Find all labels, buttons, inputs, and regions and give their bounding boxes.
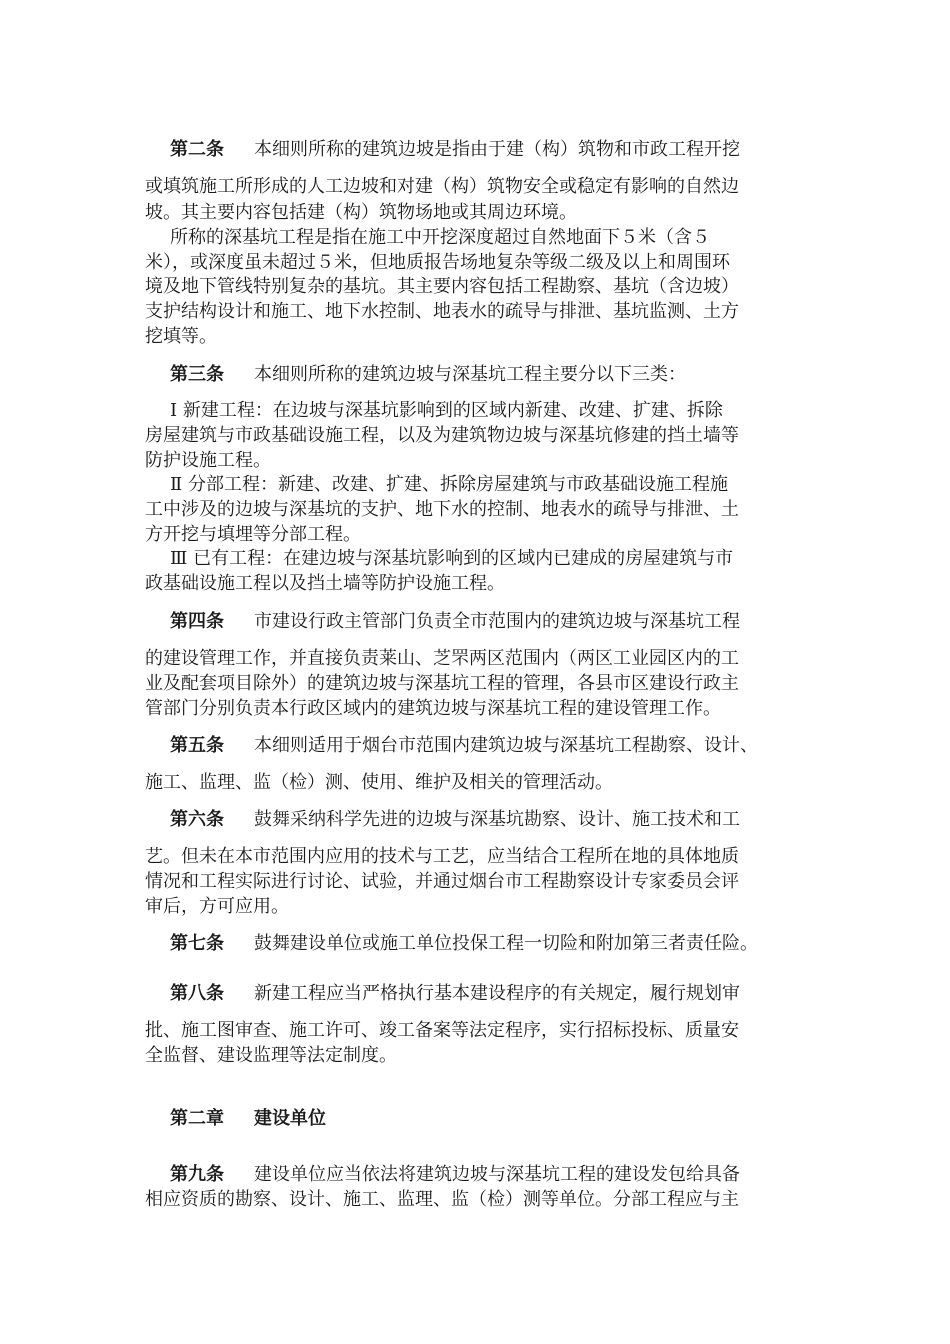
article-text: 鼓舞采纳科学先进的边坡与深基坑勘察、设计、施工技术和工	[254, 809, 740, 830]
article-2-line-1	[170, 139, 740, 161]
article-6-line-3: 情况和工程实际进行讨论、试验，并通过烟台市工程勘察设计专家委员会评	[145, 871, 739, 892]
article-8-line-2: 批、施工图审查、施工许可、竣工备案等法定程序，实行招标投标、质量安	[145, 1020, 739, 1041]
article-4-line-2: 的建设管理工作，并直接负责莱山、芝罘两区范围内（两区工业园区内的工	[145, 648, 739, 669]
article-text: 本细则所称的建筑边坡是指由于建（构）筑物和市政工程开挖	[254, 139, 740, 160]
article-2-line-5: 米），或深度虽未超过５米，但地质报告场地复杂等级二级及以上和周围环	[145, 252, 730, 273]
article-7-line-1	[170, 933, 758, 955]
article-heading: 第二条	[170, 139, 224, 160]
article-5-line-1	[170, 735, 758, 757]
article-4-line-4: 管部门分别负责本行政区域内的建筑边坡与深基坑工程的建设管理工作。	[145, 698, 721, 719]
category-2-line-2: 工中涉及的边坡与深基坑的支护、地下水的控制、地表水的疏导与排泄、土	[145, 499, 739, 520]
article-text: 市建设行政主管部门负责全市范围内的建筑边坡与深基坑工程	[254, 611, 740, 632]
category-3-line-1: Ⅲ 已有工程：在建边坡与深基坑影响到的区域内已建成的房屋建筑与市	[170, 548, 734, 569]
chapter-heading	[170, 1108, 326, 1130]
chapter-title: 建设单位	[254, 1108, 326, 1129]
article-2-line-4: 所称的深基坑工程是指在施工中开挖深度超过自然地面下５米（含５	[170, 227, 710, 248]
category-1-line-3: 防护设施工程。	[145, 450, 271, 471]
chapter-number: 第二章	[170, 1108, 224, 1129]
article-9-line-2: 相应资质的勘察、设计、施工、监理、监（检）测等单位。分部工程应与主	[145, 1189, 739, 1210]
category-2-line-3: 方开挖与填埋等分部工程。	[145, 524, 361, 545]
article-4-line-1	[170, 611, 740, 633]
article-6-line-1	[170, 809, 740, 831]
article-8-line-1	[170, 983, 740, 1005]
article-text: 建设单位应当依法将建筑边坡与深基坑工程的建设发包给具备	[254, 1164, 740, 1185]
article-9-line-1	[170, 1164, 740, 1186]
article-text: 新建工程应当严格执行基本建设程序的有关规定，履行规划审	[254, 983, 740, 1004]
article-2-line-2: 或填筑施工所形成的人工边坡和对建（构）筑物安全或稳定有影响的自然边	[145, 176, 739, 197]
article-3-line-1	[170, 364, 686, 386]
article-6-line-2: 艺。但未在本市范围内应用的技术与工艺，应当结合工程所在地的具体地质	[145, 846, 739, 867]
category-3-line-2: 政基础设施工程以及挡土墙等防护设施工程。	[145, 573, 505, 594]
article-heading: 第四条	[170, 611, 224, 632]
article-heading: 第五条	[170, 735, 224, 756]
article-8-line-3: 全监督、建设监理等法定制度。	[145, 1045, 397, 1066]
article-2-line-6: 境及地下管线特别复杂的基坑。其主要内容包括工程勘察、基坑（含边坡）	[145, 276, 739, 297]
article-heading: 第六条	[170, 809, 224, 830]
article-6-line-4: 审后，方可应用。	[145, 896, 289, 917]
category-1-line-2: 房屋建筑与市政基础设施工程，以及为建筑物边坡与深基坑修建的挡土墙等	[145, 425, 739, 446]
article-heading: 第九条	[170, 1164, 224, 1185]
category-2-line-1: Ⅱ 分部工程：新建、改建、扩建、拆除房屋建筑与市政基础设施工程施	[170, 474, 728, 495]
article-2-line-3: 坡。其主要内容包括建（构）筑物场地或其周边环境。	[145, 202, 577, 223]
category-1-line-1: Ⅰ 新建工程：在边坡与深基坑影响到的区域内新建、改建、扩建、拆除	[170, 400, 723, 421]
article-5-line-2: 施工、监理、监（检）测、使用、维护及相关的管理活动。	[145, 772, 613, 793]
article-heading: 第八条	[170, 983, 224, 1004]
article-2-line-8: 挖填等。	[145, 326, 217, 347]
article-2-line-7: 支护结构设计和施工、地下水控制、地表水的疏导与排泄、基坑监测、土方	[145, 301, 739, 322]
article-text: 鼓舞建设单位或施工单位投保工程一切险和附加第三者责任险。	[254, 933, 758, 954]
article-text: 本细则适用于烟台市范围内建筑边坡与深基坑工程勘察、设计、	[254, 735, 758, 756]
article-4-line-3: 业及配套项目除外）的建筑边坡与深基坑工程的管理，各县市区建设行政主	[145, 673, 739, 694]
article-heading: 第三条	[170, 364, 224, 385]
article-text: 本细则所称的建筑边坡与深基坑工程主要分以下三类：	[254, 364, 686, 385]
article-heading: 第七条	[170, 933, 224, 954]
